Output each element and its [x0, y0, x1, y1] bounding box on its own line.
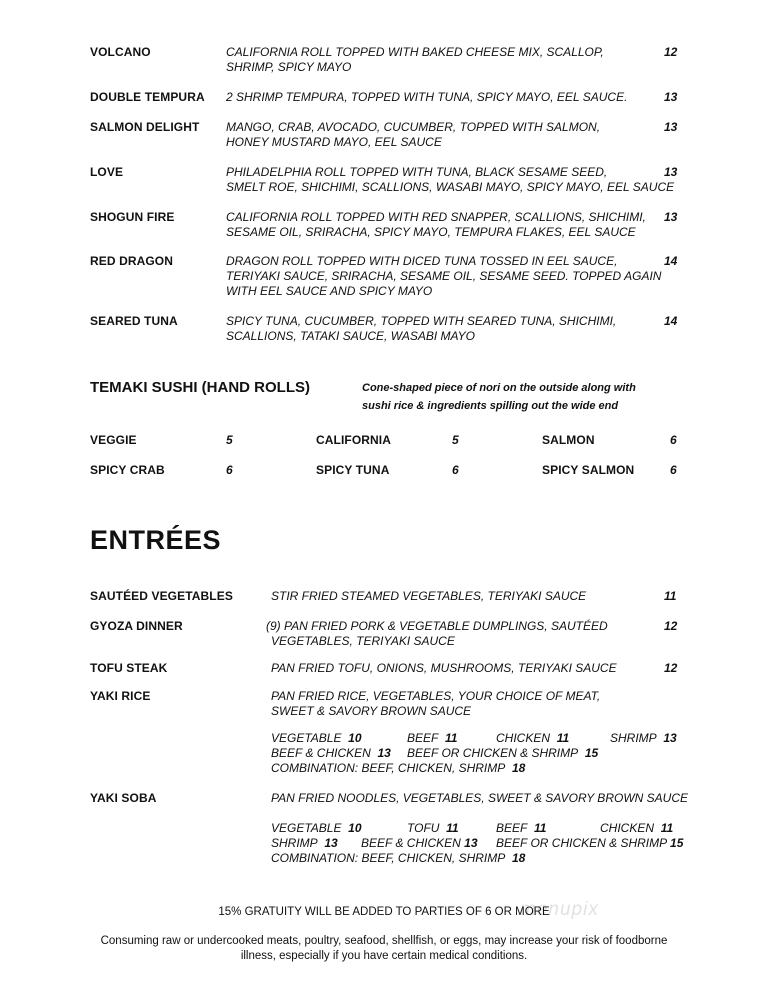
entree-name: YAKI SOBA	[90, 791, 157, 805]
entree-desc-line: PAN FRIED TOFU, ONIONS, MUSHROOMS, TERIYAKI SAUCE	[271, 661, 617, 675]
temaki-price: 5	[452, 433, 459, 447]
roll-price: 13	[664, 90, 678, 104]
entree-desc-line: PAN FRIED RICE, VEGETABLES, YOUR CHOICE OF MEAT,	[271, 689, 601, 703]
roll-name: RED DRAGON	[90, 254, 174, 268]
temaki-price: 6	[452, 463, 459, 477]
roll-name: SALMON DELIGHT	[90, 120, 200, 134]
roll-desc-line: WITH EEL SAUCE AND SPICY MAYO	[226, 284, 433, 298]
roll-desc-line: CALIFORNIA ROLL TOPPED WITH RED SNAPPER, SCALLIONS, SHICHIMI,	[226, 210, 646, 224]
entree-name: GYOZA DINNER	[90, 619, 183, 633]
option-item: BEEF & CHICKEN 13	[271, 746, 391, 760]
roll-name: SEARED TUNA	[90, 314, 178, 328]
option-item: CHICKEN 11	[600, 821, 674, 835]
roll-name: VOLCANO	[90, 45, 151, 59]
option-item: COMBINATION: BEEF, CHICKEN, SHRIMP 18	[271, 761, 526, 775]
temaki-name: VEGGIE	[90, 433, 137, 447]
entree-desc-line: VEGETABLES, TERIYAKI SAUCE	[271, 634, 455, 648]
temaki-price: 6	[670, 433, 677, 447]
health-warning-line: illness, especially if you have certain medical conditions.	[240, 950, 528, 962]
roll-name: LOVE	[90, 165, 124, 179]
temaki-price: 6	[226, 463, 233, 477]
roll-desc-line: SHRIMP, SPICY MAYO	[226, 60, 352, 74]
option-item: CHICKEN 11	[496, 731, 570, 745]
entree-desc-line: STIR FRIED STEAMED VEGETABLES, TERIYAKI SAUCE	[271, 589, 587, 603]
section-note-line: sushi rice & ingredients spilling out the wide end	[362, 400, 619, 412]
roll-desc-line: SPICY TUNA, CUCUMBER, TOPPED WITH SEARED TUNA, SHICHIMI,	[226, 314, 617, 328]
roll-desc-line: SCALLIONS, TATAKI SAUCE, WASABI MAYO	[226, 329, 475, 343]
entree-price: 11	[664, 589, 677, 603]
temaki-price: 5	[226, 433, 233, 447]
option-item: BEEF OR CHICKEN & SHRIMP 15	[407, 746, 599, 760]
roll-desc-line: SESAME OIL, SRIRACHA, SPICY MAYO, TEMPURA FLAKES, EEL SAUCE	[226, 225, 636, 239]
section-note-line: Cone-shaped piece of nori on the outside along with	[362, 382, 636, 394]
option-item: BEEF & CHICKEN 13	[361, 836, 478, 850]
roll-desc-line: 2 SHRIMP TEMPURA, TOPPED WITH TUNA, SPICY MAYO, EEL SAUCE.	[226, 90, 628, 104]
option-item: VEGETABLE 10	[271, 821, 362, 835]
section-title: TEMAKI SUSHI (HAND ROLLS)	[90, 379, 310, 396]
roll-price: 14	[664, 254, 678, 268]
temaki-name: SPICY TUNA	[316, 463, 390, 477]
entree-name: SAUTÉED VEGETABLES	[90, 589, 233, 603]
entree-desc-line: (9) PAN FRIED PORK & VEGETABLE DUMPLINGS, SAUTÉED	[266, 619, 608, 633]
roll-desc-line: MANGO, CRAB, AVOCADO, CUCUMBER, TOPPED WITH SALMON,	[226, 120, 601, 134]
roll-name: SHOGUN FIRE	[90, 210, 175, 224]
option-item: BEEF OR CHICKEN & SHRIMP 15	[496, 836, 684, 850]
entrees-title: ENTRÉES	[90, 525, 222, 555]
temaki-name: SALMON	[542, 433, 595, 447]
entree-desc-line: PAN FRIED NOODLES, VEGETABLES, SWEET & SAVORY BROWN SAUCE	[271, 791, 688, 805]
option-item: BEEF 11	[496, 821, 547, 835]
entree-price: 12	[664, 661, 678, 675]
option-item: COMBINATION: BEEF, CHICKEN, SHRIMP 18	[271, 851, 526, 865]
roll-desc-line: HONEY MUSTARD MAYO, EEL SAUCE	[226, 135, 442, 149]
entree-desc-line: SWEET & SAVORY BROWN SAUCE	[271, 704, 472, 718]
roll-price: 13	[664, 120, 678, 134]
roll-price: 12	[664, 45, 678, 59]
option-item: SHRIMP 13	[610, 731, 677, 745]
option-item: VEGETABLE 10	[271, 731, 362, 745]
option-item: SHRIMP 13	[271, 836, 338, 850]
roll-desc-line: TERIYAKI SAUCE, SRIRACHA, SESAME OIL, SESAME SEED. TOPPED AGAIN	[226, 269, 662, 283]
roll-name: DOUBLE TEMPURA	[90, 90, 205, 104]
temaki-name: SPICY CRAB	[90, 463, 165, 477]
roll-desc-line: CALIFORNIA ROLL TOPPED WITH BAKED CHEESE MIX, SCALLOP,	[226, 45, 604, 59]
entree-name: TOFU STEAK	[90, 661, 168, 675]
entree-name: YAKI RICE	[90, 689, 151, 703]
roll-desc-line: SMELT ROE, SHICHIMI, SCALLIONS, WASABI MAYO, SPICY MAYO, EEL SAUCE	[226, 180, 675, 194]
roll-desc-line: PHILADELPHIA ROLL TOPPED WITH TUNA, BLACK SESAME SEED,	[226, 165, 608, 179]
gratuity-note: 15% GRATUITY WILL BE ADDED TO PARTIES OF 6 OR MORE	[218, 906, 550, 918]
option-item: TOFU 11	[407, 821, 459, 835]
option-item: BEEF 11	[407, 731, 458, 745]
temaki-name: SPICY SALMON	[542, 463, 635, 477]
roll-price: 13	[664, 165, 678, 179]
roll-price: 13	[664, 210, 678, 224]
entree-price: 12	[664, 619, 678, 633]
temaki-price: 6	[670, 463, 677, 477]
roll-price: 14	[664, 314, 678, 328]
roll-desc-line: DRAGON ROLL TOPPED WITH DICED TUNA TOSSED IN EEL SAUCE,	[226, 254, 618, 268]
health-warning-line: Consuming raw or undercooked meats, poultry, seafood, shellfish, or eggs, may increase your risk of foodborne	[100, 935, 668, 947]
menupix-watermark: menupix	[520, 899, 599, 920]
temaki-name: CALIFORNIA	[316, 433, 391, 447]
